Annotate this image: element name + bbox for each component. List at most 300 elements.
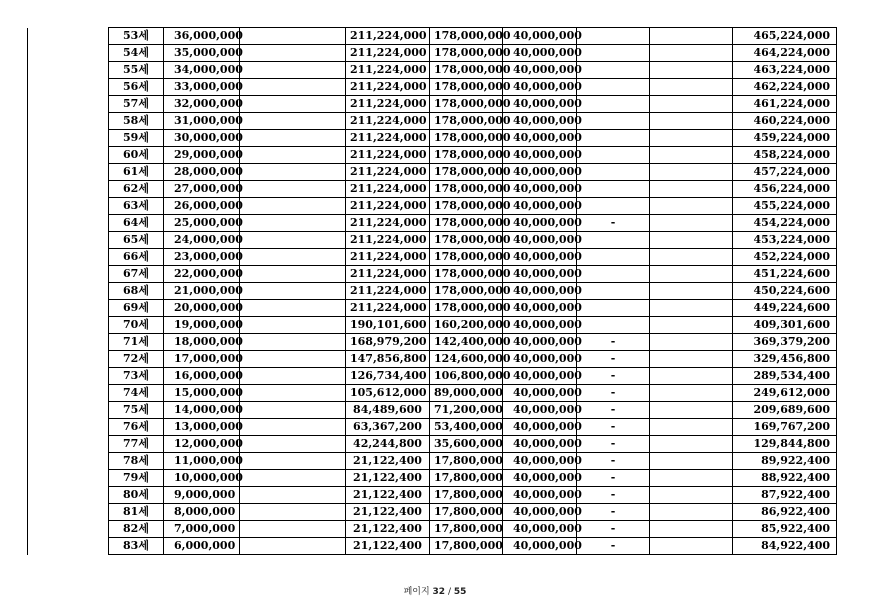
value1-cell: 21,122,400 <box>346 538 430 555</box>
age-cell: 62세 <box>109 181 164 198</box>
amount-cell: 12,000,000 <box>164 436 240 453</box>
blank-cell-first <box>28 487 109 504</box>
empty-cell-a <box>240 215 346 232</box>
table-row-26 <box>28 453 837 470</box>
value3-cell: 40,000,000 <box>503 198 577 215</box>
total-cell: 461,224,000 <box>733 96 837 113</box>
value2-cell: 178,000,000 <box>430 28 503 45</box>
mark-cell: - <box>577 453 650 470</box>
age-cell: 68세 <box>109 283 164 300</box>
value3-cell: 40,000,000 <box>503 334 577 351</box>
empty-cell-b <box>650 385 733 402</box>
total-cell: 459,224,000 <box>733 130 837 147</box>
empty-cell-b <box>650 436 733 453</box>
value2-cell: 17,800,000 <box>430 538 503 555</box>
value2-cell: 142,400,000 <box>430 334 503 351</box>
empty-cell-b <box>650 232 733 249</box>
age-cell: 67세 <box>109 266 164 283</box>
mark-cell <box>577 300 650 317</box>
empty-cell-b <box>650 62 733 79</box>
blank-cell-first <box>28 79 109 96</box>
blank-cell-first <box>28 283 109 300</box>
value2-cell: 35,600,000 <box>430 436 503 453</box>
value2-cell: 17,800,000 <box>430 487 503 504</box>
age-cell: 70세 <box>109 317 164 334</box>
table-row-23 <box>28 402 837 419</box>
blank-cell-first <box>28 198 109 215</box>
empty-cell-b <box>650 147 733 164</box>
value3-cell: 40,000,000 <box>503 45 577 62</box>
mark-cell <box>577 45 650 62</box>
table-row-30 <box>28 521 837 538</box>
empty-cell-a <box>240 130 346 147</box>
value1-cell: 190,101,600 <box>346 317 430 334</box>
value3-cell: 40,000,000 <box>503 28 577 45</box>
value1-cell: 211,224,000 <box>346 198 430 215</box>
table-row-6 <box>28 113 837 130</box>
amount-cell: 11,000,000 <box>164 453 240 470</box>
value2-cell: 178,000,000 <box>430 79 503 96</box>
blank-cell-first <box>28 351 109 368</box>
value1-cell: 211,224,000 <box>346 283 430 300</box>
table-row-22 <box>28 385 837 402</box>
blank-cell-first <box>28 147 109 164</box>
total-cell: 453,224,000 <box>733 232 837 249</box>
data-table <box>27 27 837 555</box>
age-cell: 53세 <box>109 28 164 45</box>
empty-cell-b <box>650 283 733 300</box>
age-cell: 57세 <box>109 96 164 113</box>
amount-cell: 21,000,000 <box>164 283 240 300</box>
empty-cell-a <box>240 79 346 96</box>
value2-cell: 178,000,000 <box>430 198 503 215</box>
mark-cell: - <box>577 215 650 232</box>
value2-cell: 17,800,000 <box>430 504 503 521</box>
blank-cell-first <box>28 232 109 249</box>
age-cell: 65세 <box>109 232 164 249</box>
value3-cell: 40,000,000 <box>503 215 577 232</box>
total-cell: 209,689,600 <box>733 402 837 419</box>
value1-cell: 211,224,000 <box>346 266 430 283</box>
value3-cell: 40,000,000 <box>503 351 577 368</box>
total-cell: 460,224,000 <box>733 113 837 130</box>
age-cell: 54세 <box>109 45 164 62</box>
total-cell: 463,224,000 <box>733 62 837 79</box>
total-cell: 329,456,800 <box>733 351 837 368</box>
value3-cell: 40,000,000 <box>503 130 577 147</box>
page-footer <box>0 584 870 597</box>
empty-cell-b <box>650 45 733 62</box>
value3-cell: 40,000,000 <box>503 96 577 113</box>
age-cell: 66세 <box>109 249 164 266</box>
amount-cell: 23,000,000 <box>164 249 240 266</box>
total-cell: 464,224,000 <box>733 45 837 62</box>
empty-cell-a <box>240 232 346 249</box>
age-cell: 69세 <box>109 300 164 317</box>
value3-cell: 40,000,000 <box>503 249 577 266</box>
table-row-17 <box>28 300 837 317</box>
empty-cell-b <box>650 164 733 181</box>
blank-cell-first <box>28 113 109 130</box>
value1-cell: 21,122,400 <box>346 453 430 470</box>
amount-cell: 34,000,000 <box>164 62 240 79</box>
mark-cell <box>577 130 650 147</box>
value1-cell: 211,224,000 <box>346 130 430 147</box>
total-cell: 249,612,000 <box>733 385 837 402</box>
value1-cell: 211,224,000 <box>346 232 430 249</box>
age-cell: 75세 <box>109 402 164 419</box>
value2-cell: 178,000,000 <box>430 96 503 113</box>
empty-cell-a <box>240 504 346 521</box>
amount-cell: 26,000,000 <box>164 198 240 215</box>
empty-cell-b <box>650 453 733 470</box>
mark-cell: - <box>577 436 650 453</box>
empty-cell-b <box>650 521 733 538</box>
blank-cell-first <box>28 504 109 521</box>
table-row-2 <box>28 45 837 62</box>
value1-cell: 211,224,000 <box>346 113 430 130</box>
value2-cell: 178,000,000 <box>430 249 503 266</box>
age-cell: 61세 <box>109 164 164 181</box>
blank-cell-first <box>28 334 109 351</box>
value1-cell: 63,367,200 <box>346 419 430 436</box>
amount-cell: 6,000,000 <box>164 538 240 555</box>
value1-cell: 211,224,000 <box>346 215 430 232</box>
value3-cell: 40,000,000 <box>503 147 577 164</box>
amount-cell: 24,000,000 <box>164 232 240 249</box>
table-row-24 <box>28 419 837 436</box>
empty-cell-b <box>650 28 733 45</box>
blank-cell-first <box>28 28 109 45</box>
blank-cell-first <box>28 436 109 453</box>
empty-cell-b <box>650 300 733 317</box>
amount-cell: 17,000,000 <box>164 351 240 368</box>
table-row-7 <box>28 130 837 147</box>
total-cell: 465,224,000 <box>733 28 837 45</box>
blank-cell-first <box>28 96 109 113</box>
table-row-19 <box>28 334 837 351</box>
empty-cell-a <box>240 62 346 79</box>
total-cell: 169,767,200 <box>733 419 837 436</box>
table-row-25 <box>28 436 837 453</box>
footer-total-pages: 55 <box>453 587 467 597</box>
empty-cell-b <box>650 215 733 232</box>
value1-cell: 211,224,000 <box>346 62 430 79</box>
amount-cell: 13,000,000 <box>164 419 240 436</box>
total-cell: 458,224,000 <box>733 147 837 164</box>
value1-cell: 168,979,200 <box>346 334 430 351</box>
empty-cell-a <box>240 283 346 300</box>
amount-cell: 30,000,000 <box>164 130 240 147</box>
blank-cell-first <box>28 521 109 538</box>
value2-cell: 178,000,000 <box>430 266 503 283</box>
empty-cell-a <box>240 28 346 45</box>
value2-cell: 178,000,000 <box>430 147 503 164</box>
footer-prefix: 페이지 <box>403 587 430 597</box>
blank-cell-first <box>28 470 109 487</box>
table-row-1 <box>28 28 837 45</box>
value3-cell: 40,000,000 <box>503 504 577 521</box>
table-row-12 <box>28 215 837 232</box>
total-cell: 457,224,000 <box>733 164 837 181</box>
empty-cell-b <box>650 249 733 266</box>
table-row-28 <box>28 487 837 504</box>
value3-cell: 40,000,000 <box>503 487 577 504</box>
value3-cell: 40,000,000 <box>503 453 577 470</box>
amount-cell: 35,000,000 <box>164 45 240 62</box>
value2-cell: 89,000,000 <box>430 385 503 402</box>
value1-cell: 21,122,400 <box>346 521 430 538</box>
value2-cell: 124,600,000 <box>430 351 503 368</box>
mark-cell: - <box>577 368 650 385</box>
total-cell: 88,922,400 <box>733 470 837 487</box>
empty-cell-b <box>650 266 733 283</box>
mark-cell <box>577 317 650 334</box>
blank-cell-first <box>28 164 109 181</box>
total-cell: 449,224,600 <box>733 300 837 317</box>
empty-cell-a <box>240 487 346 504</box>
empty-cell-a <box>240 249 346 266</box>
total-cell: 87,922,400 <box>733 487 837 504</box>
blank-cell-first <box>28 385 109 402</box>
empty-cell-a <box>240 317 346 334</box>
total-cell: 129,844,800 <box>733 436 837 453</box>
blank-cell-first <box>28 130 109 147</box>
value1-cell: 211,224,000 <box>346 28 430 45</box>
table-row-11 <box>28 198 837 215</box>
value2-cell: 178,000,000 <box>430 164 503 181</box>
blank-cell-first <box>28 317 109 334</box>
empty-cell-a <box>240 419 346 436</box>
value3-cell: 40,000,000 <box>503 164 577 181</box>
table-row-18 <box>28 317 837 334</box>
total-cell: 369,379,200 <box>733 334 837 351</box>
value2-cell: 178,000,000 <box>430 130 503 147</box>
blank-cell-first <box>28 181 109 198</box>
empty-cell-b <box>650 130 733 147</box>
empty-cell-b <box>650 198 733 215</box>
value3-cell: 40,000,000 <box>503 79 577 96</box>
value1-cell: 211,224,000 <box>346 181 430 198</box>
empty-cell-b <box>650 419 733 436</box>
age-cell: 64세 <box>109 215 164 232</box>
empty-cell-a <box>240 538 346 555</box>
amount-cell: 27,000,000 <box>164 181 240 198</box>
mark-cell <box>577 28 650 45</box>
value3-cell: 40,000,000 <box>503 385 577 402</box>
amount-cell: 9,000,000 <box>164 487 240 504</box>
amount-cell: 20,000,000 <box>164 300 240 317</box>
mark-cell <box>577 164 650 181</box>
value1-cell: 211,224,000 <box>346 147 430 164</box>
empty-cell-b <box>650 96 733 113</box>
empty-cell-b <box>650 470 733 487</box>
value1-cell: 84,489,600 <box>346 402 430 419</box>
empty-cell-a <box>240 266 346 283</box>
value3-cell: 40,000,000 <box>503 538 577 555</box>
footer-page-number: 32 <box>432 587 446 597</box>
value3-cell: 40,000,000 <box>503 402 577 419</box>
age-cell: 76세 <box>109 419 164 436</box>
total-cell: 86,922,400 <box>733 504 837 521</box>
blank-cell-first <box>28 368 109 385</box>
age-cell: 59세 <box>109 130 164 147</box>
empty-cell-b <box>650 487 733 504</box>
value1-cell: 211,224,000 <box>346 96 430 113</box>
total-cell: 450,224,600 <box>733 283 837 300</box>
empty-cell-a <box>240 334 346 351</box>
empty-cell-b <box>650 351 733 368</box>
value1-cell: 21,122,400 <box>346 504 430 521</box>
table-row-29 <box>28 504 837 521</box>
empty-cell-b <box>650 113 733 130</box>
mark-cell: - <box>577 538 650 555</box>
table-row-9 <box>28 164 837 181</box>
empty-cell-a <box>240 436 346 453</box>
table-row-13 <box>28 232 837 249</box>
age-cell: 79세 <box>109 470 164 487</box>
empty-cell-b <box>650 317 733 334</box>
mark-cell <box>577 62 650 79</box>
mark-cell <box>577 181 650 198</box>
value3-cell: 40,000,000 <box>503 62 577 79</box>
value1-cell: 211,224,000 <box>346 164 430 181</box>
value1-cell: 147,856,800 <box>346 351 430 368</box>
total-cell: 454,224,000 <box>733 215 837 232</box>
amount-cell: 29,000,000 <box>164 147 240 164</box>
value3-cell: 40,000,000 <box>503 283 577 300</box>
mark-cell: - <box>577 504 650 521</box>
table-row-20 <box>28 351 837 368</box>
amount-cell: 19,000,000 <box>164 317 240 334</box>
value2-cell: 17,800,000 <box>430 453 503 470</box>
empty-cell-a <box>240 96 346 113</box>
amount-cell: 25,000,000 <box>164 215 240 232</box>
empty-cell-b <box>650 368 733 385</box>
value1-cell: 105,612,000 <box>346 385 430 402</box>
value3-cell: 40,000,000 <box>503 232 577 249</box>
mark-cell <box>577 249 650 266</box>
amount-cell: 32,000,000 <box>164 96 240 113</box>
empty-cell-a <box>240 368 346 385</box>
empty-cell-a <box>240 198 346 215</box>
value2-cell: 17,800,000 <box>430 521 503 538</box>
blank-cell-first <box>28 215 109 232</box>
age-cell: 60세 <box>109 147 164 164</box>
age-cell: 78세 <box>109 453 164 470</box>
blank-cell-first <box>28 402 109 419</box>
amount-cell: 36,000,000 <box>164 28 240 45</box>
amount-cell: 14,000,000 <box>164 402 240 419</box>
value3-cell: 40,000,000 <box>503 470 577 487</box>
amount-cell: 18,000,000 <box>164 334 240 351</box>
value2-cell: 178,000,000 <box>430 62 503 79</box>
empty-cell-a <box>240 385 346 402</box>
value2-cell: 160,200,000 <box>430 317 503 334</box>
value3-cell: 40,000,000 <box>503 368 577 385</box>
empty-cell-a <box>240 164 346 181</box>
table-row-16 <box>28 283 837 300</box>
blank-cell-first <box>28 45 109 62</box>
empty-cell-a <box>240 45 346 62</box>
empty-cell-b <box>650 504 733 521</box>
footer-separator: / <box>447 587 451 597</box>
total-cell: 409,301,600 <box>733 317 837 334</box>
table-row-3 <box>28 62 837 79</box>
empty-cell-b <box>650 79 733 96</box>
mark-cell: - <box>577 521 650 538</box>
amount-cell: 16,000,000 <box>164 368 240 385</box>
mark-cell: - <box>577 487 650 504</box>
mark-cell: - <box>577 402 650 419</box>
amount-cell: 28,000,000 <box>164 164 240 181</box>
amount-cell: 10,000,000 <box>164 470 240 487</box>
age-cell: 56세 <box>109 79 164 96</box>
table-row-27 <box>28 470 837 487</box>
age-cell: 58세 <box>109 113 164 130</box>
blank-cell-first <box>28 266 109 283</box>
mark-cell <box>577 147 650 164</box>
empty-cell-b <box>650 538 733 555</box>
empty-cell-a <box>240 453 346 470</box>
total-cell: 84,922,400 <box>733 538 837 555</box>
value2-cell: 71,200,000 <box>430 402 503 419</box>
mark-cell <box>577 198 650 215</box>
empty-cell-a <box>240 113 346 130</box>
blank-cell-first <box>28 419 109 436</box>
value2-cell: 178,000,000 <box>430 232 503 249</box>
value2-cell: 17,800,000 <box>430 470 503 487</box>
empty-cell-b <box>650 181 733 198</box>
value2-cell: 53,400,000 <box>430 419 503 436</box>
value3-cell: 40,000,000 <box>503 436 577 453</box>
age-cell: 55세 <box>109 62 164 79</box>
age-cell: 72세 <box>109 351 164 368</box>
value1-cell: 211,224,000 <box>346 249 430 266</box>
amount-cell: 31,000,000 <box>164 113 240 130</box>
value3-cell: 40,000,000 <box>503 419 577 436</box>
age-cell: 82세 <box>109 521 164 538</box>
empty-cell-a <box>240 470 346 487</box>
amount-cell: 22,000,000 <box>164 266 240 283</box>
value3-cell: 40,000,000 <box>503 113 577 130</box>
blank-cell-first <box>28 249 109 266</box>
empty-cell-b <box>650 334 733 351</box>
blank-cell-first <box>28 300 109 317</box>
value1-cell: 126,734,400 <box>346 368 430 385</box>
amount-cell: 7,000,000 <box>164 521 240 538</box>
value1-cell: 42,244,800 <box>346 436 430 453</box>
age-cell: 74세 <box>109 385 164 402</box>
empty-cell-a <box>240 402 346 419</box>
table-row-31 <box>28 538 837 555</box>
value1-cell: 21,122,400 <box>346 487 430 504</box>
total-cell: 451,224,600 <box>733 266 837 283</box>
total-cell: 289,534,400 <box>733 368 837 385</box>
empty-cell-a <box>240 181 346 198</box>
empty-cell-a <box>240 521 346 538</box>
total-cell: 462,224,000 <box>733 79 837 96</box>
mark-cell <box>577 79 650 96</box>
value3-cell: 40,000,000 <box>503 266 577 283</box>
table-row-21 <box>28 368 837 385</box>
empty-cell-a <box>240 147 346 164</box>
mark-cell: - <box>577 419 650 436</box>
value2-cell: 178,000,000 <box>430 300 503 317</box>
total-cell: 455,224,000 <box>733 198 837 215</box>
empty-cell-b <box>650 402 733 419</box>
table-row-15 <box>28 266 837 283</box>
